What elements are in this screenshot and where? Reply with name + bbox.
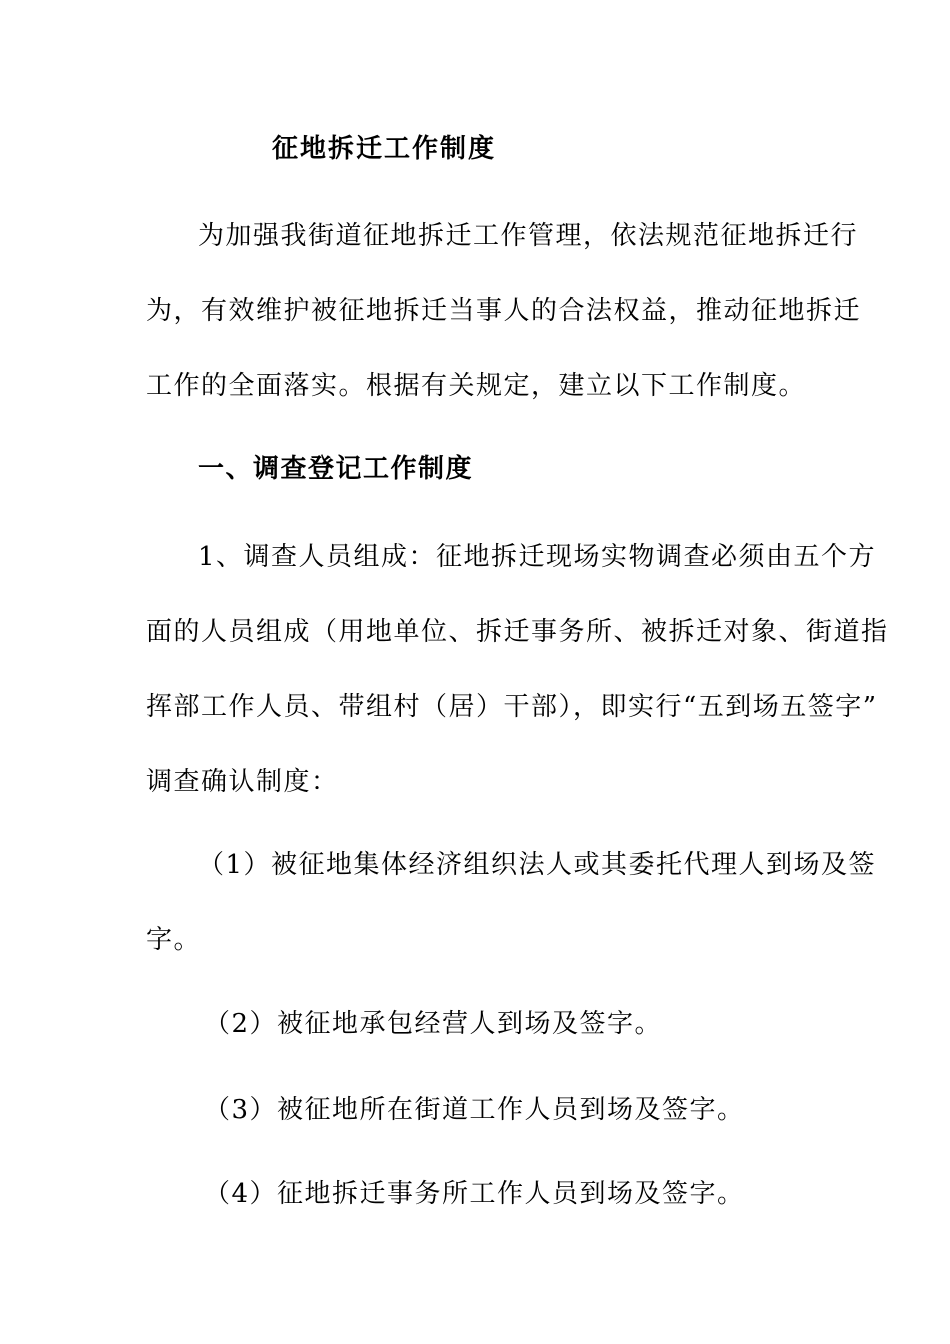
- intro-line: 为，有效维护被征地拆迁当事人的合法权益，推动征地拆迁: [146, 296, 862, 326]
- intro-line: 工作的全面落实。根据有关规定，建立以下工作制度。: [146, 371, 807, 401]
- sub-item-line: （1）被征地集体经济组织法人或其委托代理人到场及签: [198, 850, 877, 880]
- item-line: 1、调查人员组成：征地拆迁现场实物调查必须由五个方: [198, 542, 877, 572]
- item-line: 面的人员组成（用地单位、拆迁事务所、被拆迁对象、街道指: [146, 617, 889, 647]
- intro-line: 为加强我街道征地拆迁工作管理，依法规范征地拆迁行: [198, 221, 859, 251]
- sub-item-3: （3）被征地所在街道工作人员到场及签字。: [204, 1095, 745, 1125]
- section-heading: 一、调查登记工作制度: [198, 454, 474, 484]
- sub-item-2: （2）被征地承包经营人到场及签字。: [204, 1009, 663, 1039]
- sub-item-4: （4）征地拆迁事务所工作人员到场及签字。: [204, 1179, 745, 1209]
- document-title: 征地拆迁工作制度: [272, 134, 497, 164]
- item-line: 调查确认制度：: [146, 767, 339, 797]
- sub-item-line: 字。: [146, 925, 202, 955]
- item-line: 挥部工作人员、带组村（居）干部），即实行“五到场五签字”: [146, 692, 878, 722]
